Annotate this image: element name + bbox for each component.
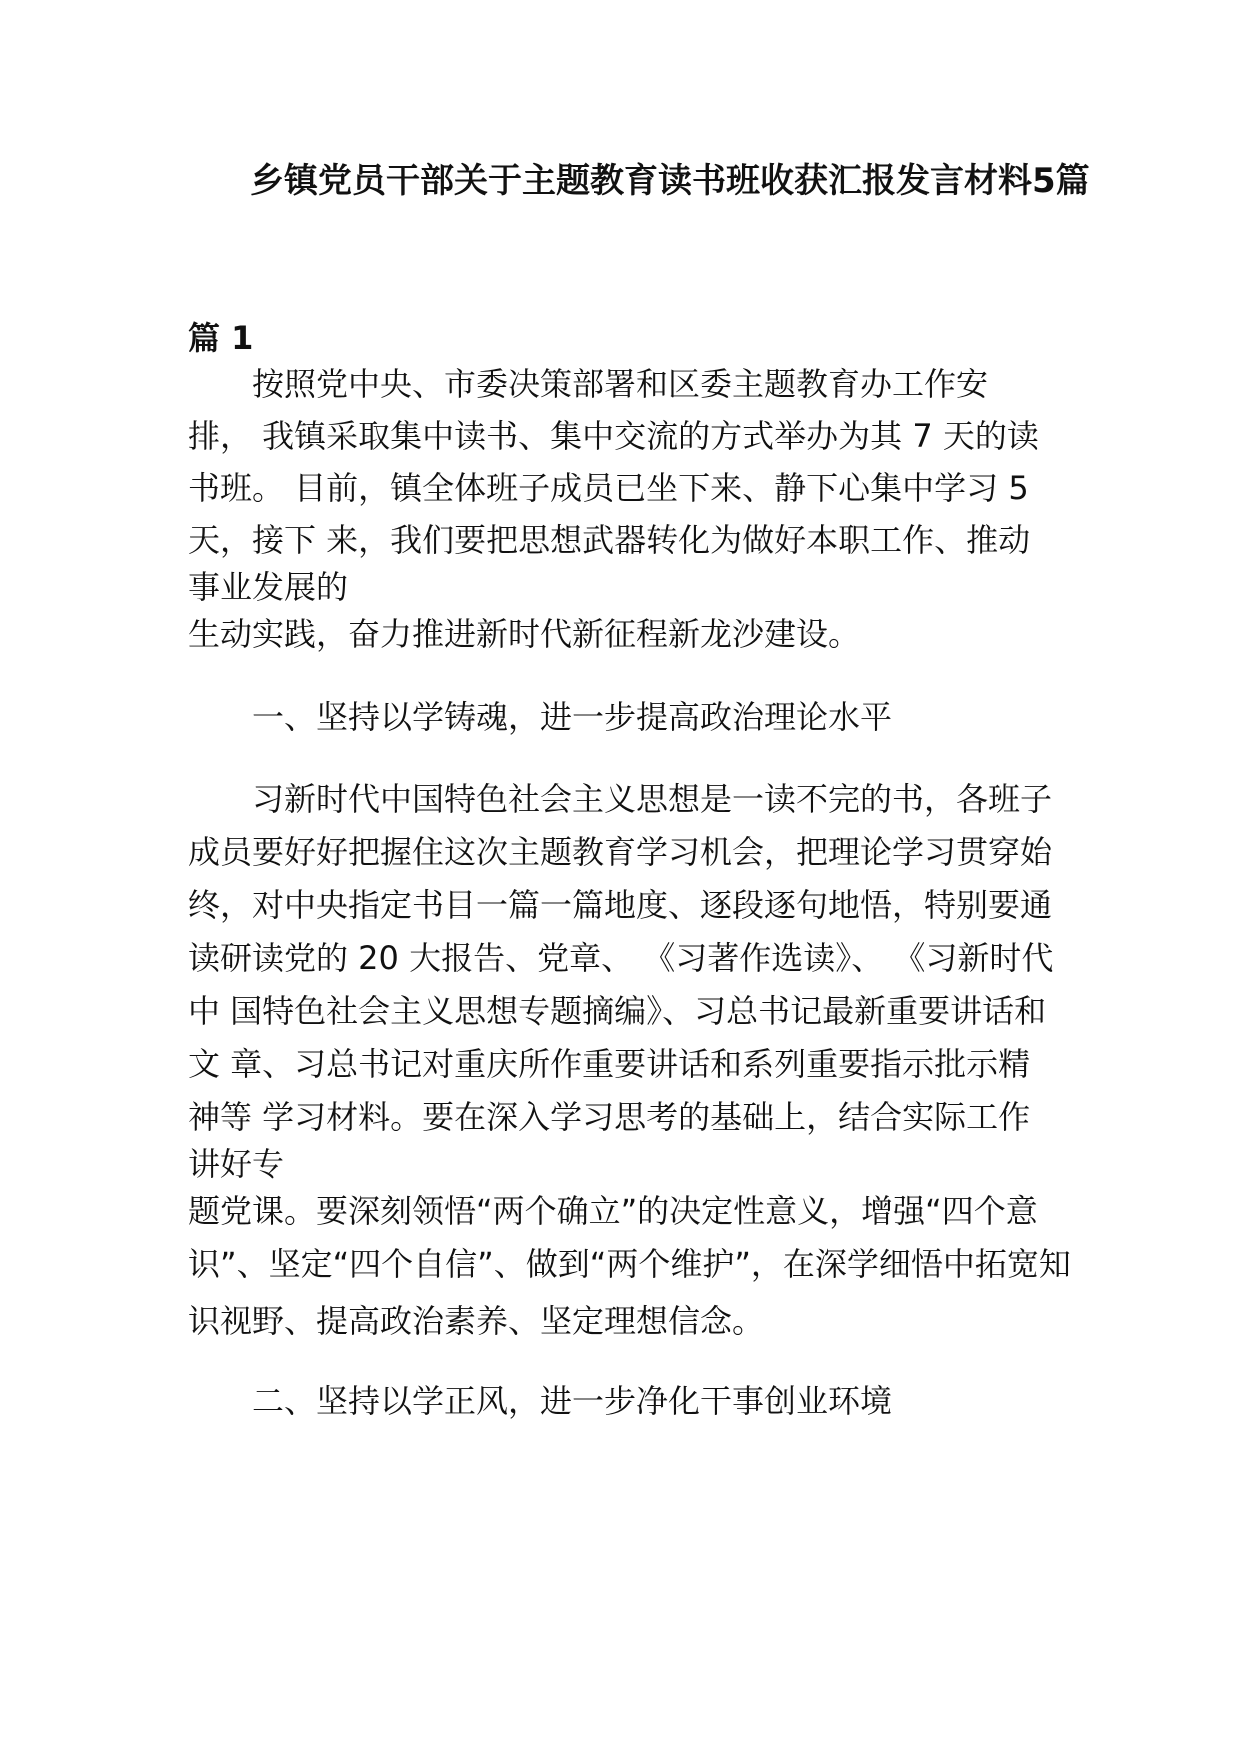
paragraph-1-line: 事业发展的 — [188, 568, 349, 606]
paragraph-1-line: 排， 我镇采取集中读书、集中交流的方式举办为其 7 天的读 — [188, 417, 1039, 455]
paragraph-2-line: 终，对中央指定书目一篇一篇地度、逐段逐句地悟，特别要通 — [188, 886, 1053, 924]
paragraph-1-line: 天，接下 来，我们要把思想武器转化为做好本职工作、推动 — [188, 521, 1031, 559]
section-heading-1: 一、坚持以学铸魂，进一步提高政治理论水平 — [252, 698, 893, 736]
paragraph-2-line: 成员要好好把握住这次主题教育学习机会，把理论学习贯穿始 — [188, 833, 1053, 871]
paragraph-1-line: 书班。 目前，镇全体班子成员已坐下来、静下心集中学习 5 — [188, 469, 1029, 507]
paragraph-1-line: 生动实践，奋力推进新时代新征程新龙沙建设。 — [188, 615, 861, 653]
paragraph-2-line: 题党课。要深刻领悟“两个确立”的决定性意义，增强“四个意 — [188, 1192, 1038, 1230]
paragraph-2-line: 识视野、提高政治素养、坚定理想信念。 — [188, 1302, 765, 1340]
chapter-heading: 篇 1 — [188, 319, 254, 357]
paragraph-2-line: 识”、坚定“四个自信”、做到“两个维护”，在深学细悟中拓宽知 — [188, 1245, 1071, 1283]
paragraph-2-line: 习新时代中国特色社会主义思想是一读不完的书，各班子 — [252, 780, 1053, 818]
paragraph-2-line: 文 章、习总书记对重庆所作重要讲话和系列重要指示批示精 — [188, 1045, 1031, 1083]
paragraph-2-line: 讲好专 — [188, 1145, 285, 1183]
paragraph-2-line: 神等 学习材料。要在深入学习思考的基础上，结合实际工作 — [188, 1098, 1031, 1136]
document-title: 乡镇党员干部关于主题教育读书班收获汇报发言材料5篇 — [250, 161, 1090, 201]
paragraph-2-line: 读研读党的 20 大报告、党章、 《习著作选读》、 《习新时代 — [188, 939, 1054, 977]
section-heading-2: 二、坚持以学正风，进一步净化干事创业环境 — [252, 1382, 893, 1420]
paragraph-2-line: 中 国特色社会主义思想专题摘编》、习总书记最新重要讲话和 — [188, 992, 1047, 1030]
paragraph-1-line: 按照党中央、市委决策部署和区委主题教育办工作安 — [252, 365, 989, 403]
